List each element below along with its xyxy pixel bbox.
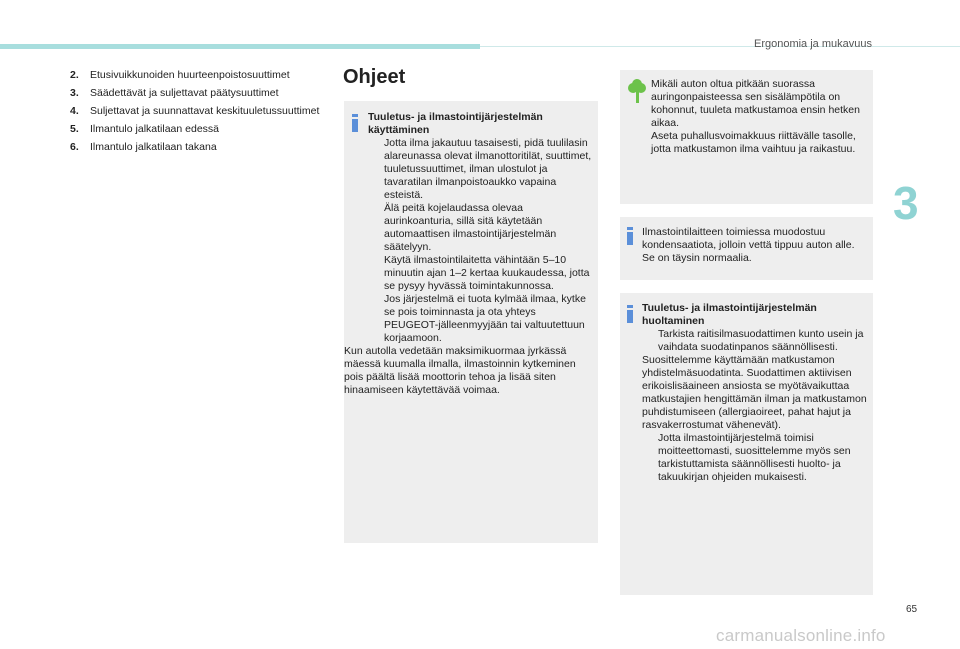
box-text: Ilmastointilaitteen toimiessa muodostuu kondensaatiota, jolloin vettä tippuu auton alle. Se on täysin normaalia. bbox=[642, 226, 855, 264]
chapter-number: 3 bbox=[893, 177, 919, 229]
bullet-marker bbox=[368, 254, 384, 293]
eco-tip-box bbox=[620, 70, 873, 204]
maintenance-info-content bbox=[642, 302, 870, 484]
bullet-text: Käytä ilmastointilaitetta vähintään 5–10 minuutin ajan 1–2 kertaa kuukaudessa, jotta se pysyy hyvässä toimintakunnossa. bbox=[384, 254, 590, 292]
box-paragraph: Suosittelemme käyttämään matkustamon yhdistelmäsuodatinta. Suodattimen aktiivisen erikoislisäaineen ansiosta se myötävaikuttaa matkustajien hengittämän ilman ja matkustamon puhdistumiseen (allergiaoireet, pahat hajut ja rasvakerrostumat vähenevät). bbox=[642, 354, 867, 431]
list-text: Etusivuikkunoiden huurteenpoistosuuttimet bbox=[90, 69, 290, 81]
box-title: Tuuletus- ja ilmastointijärjestelmän huoltaminen bbox=[642, 302, 817, 327]
list-number: 3. bbox=[70, 87, 79, 99]
bullet-marker bbox=[642, 328, 658, 354]
info-icon bbox=[627, 305, 633, 323]
list-number: 6. bbox=[70, 141, 79, 153]
bullet-item bbox=[368, 202, 592, 254]
list-text: Säädettävät ja suljettavat päätysuuttimet bbox=[90, 87, 279, 99]
info-icon bbox=[352, 114, 358, 132]
eco-tip-content bbox=[651, 78, 869, 156]
list-item bbox=[70, 105, 340, 118]
list-item bbox=[70, 141, 340, 154]
bullet-marker bbox=[368, 137, 384, 202]
bullet-marker bbox=[642, 432, 658, 484]
bullet-marker bbox=[368, 202, 384, 254]
list-item bbox=[70, 87, 340, 100]
list-text: Suljettavat ja suunnattavat keskituuletussuuttimet bbox=[90, 105, 320, 117]
list-item bbox=[70, 123, 340, 136]
header-accent-bar bbox=[0, 44, 480, 49]
bullet-text: Jotta ilmastointijärjestelmä toimisi moitteettomasti, suosittelemme myös sen tarkistuttamista säännöllisesti huolto- ja takuukirjan ohjeiden mukaisesti. bbox=[658, 432, 851, 483]
bullet-text: Jos järjestelmä ei tuota kylmää ilmaa, kytke se pois toiminnasta ja ota yhteys PEUGEOT-jälleenmyyjään tai valtuutettuun korjaamoon. bbox=[384, 293, 586, 344]
bullet-item bbox=[368, 254, 592, 293]
page-number: 65 bbox=[906, 604, 918, 615]
section-title: Ergonomia ja mukavuus bbox=[753, 38, 872, 50]
bullet-item bbox=[642, 328, 870, 354]
usage-tips-content bbox=[344, 111, 592, 397]
box-text: Aseta puhallusvoimakkuus riittävälle tasolle, jotta matkustamon ilma vaihtuu ja raikastuu. bbox=[651, 130, 856, 155]
list-text: Ilmantulo jalkatilaan takana bbox=[90, 141, 217, 153]
bullet-item bbox=[368, 137, 592, 202]
page-heading: Ohjeet bbox=[343, 66, 406, 88]
condensation-info-content bbox=[642, 226, 868, 265]
bullet-text: Tarkista raitisilmasuodattimen kunto usein ja vaihdata suodatinpanos säännöllisesti. bbox=[658, 328, 864, 353]
condensation-info-box bbox=[620, 217, 873, 280]
info-icon bbox=[627, 227, 633, 245]
box-title: Tuuletus- ja ilmastointijärjestelmän käyttäminen bbox=[368, 111, 543, 136]
bullet-text: Jotta ilma jakautuu tasaisesti, pidä tuulilasin alareunassa olevat ilmanottoritilät, suuttimet, tuuletussuuttimet, ilman ulostulot ja tavaratilan ilmanpoistoaukko vapaina esteistä. bbox=[384, 137, 592, 201]
list-text: Ilmantulo jalkatilaan edessä bbox=[90, 123, 219, 135]
usage-tips-box bbox=[344, 101, 598, 543]
box-text: Mikäli auton oltua pitkään suorassa auringonpaisteessa sen sisälämpötila on kohonnut, tuuleta matkustamoa ensin hetken aikaa. bbox=[651, 78, 860, 129]
tree-icon bbox=[628, 78, 646, 104]
maintenance-info-box bbox=[620, 293, 873, 595]
bullet-item bbox=[368, 293, 592, 345]
component-legend-list bbox=[70, 69, 340, 159]
list-number: 5. bbox=[70, 123, 79, 135]
watermark: carmanualsonline.info bbox=[716, 626, 886, 645]
box-paragraph: Kun autolla vedetään maksimikuormaa jyrkässä mäessä kuumalla ilmalla, ilmastoinnin kytkeminen pois päältä lisää moottorin tehoa ja lisää siten hinaamiseen käytettävää voimaa. bbox=[344, 345, 576, 396]
bullet-item bbox=[642, 432, 870, 484]
bullet-marker bbox=[368, 293, 384, 345]
list-item bbox=[70, 69, 340, 82]
list-number: 4. bbox=[70, 105, 79, 117]
list-number: 2. bbox=[70, 69, 79, 81]
bullet-text: Älä peitä kojelaudassa olevaa aurinkoanturia, sillä sitä käytetään automaattisen ilmastointijärjestelmän säätelyyn. bbox=[384, 202, 557, 253]
header-rule bbox=[480, 46, 960, 47]
